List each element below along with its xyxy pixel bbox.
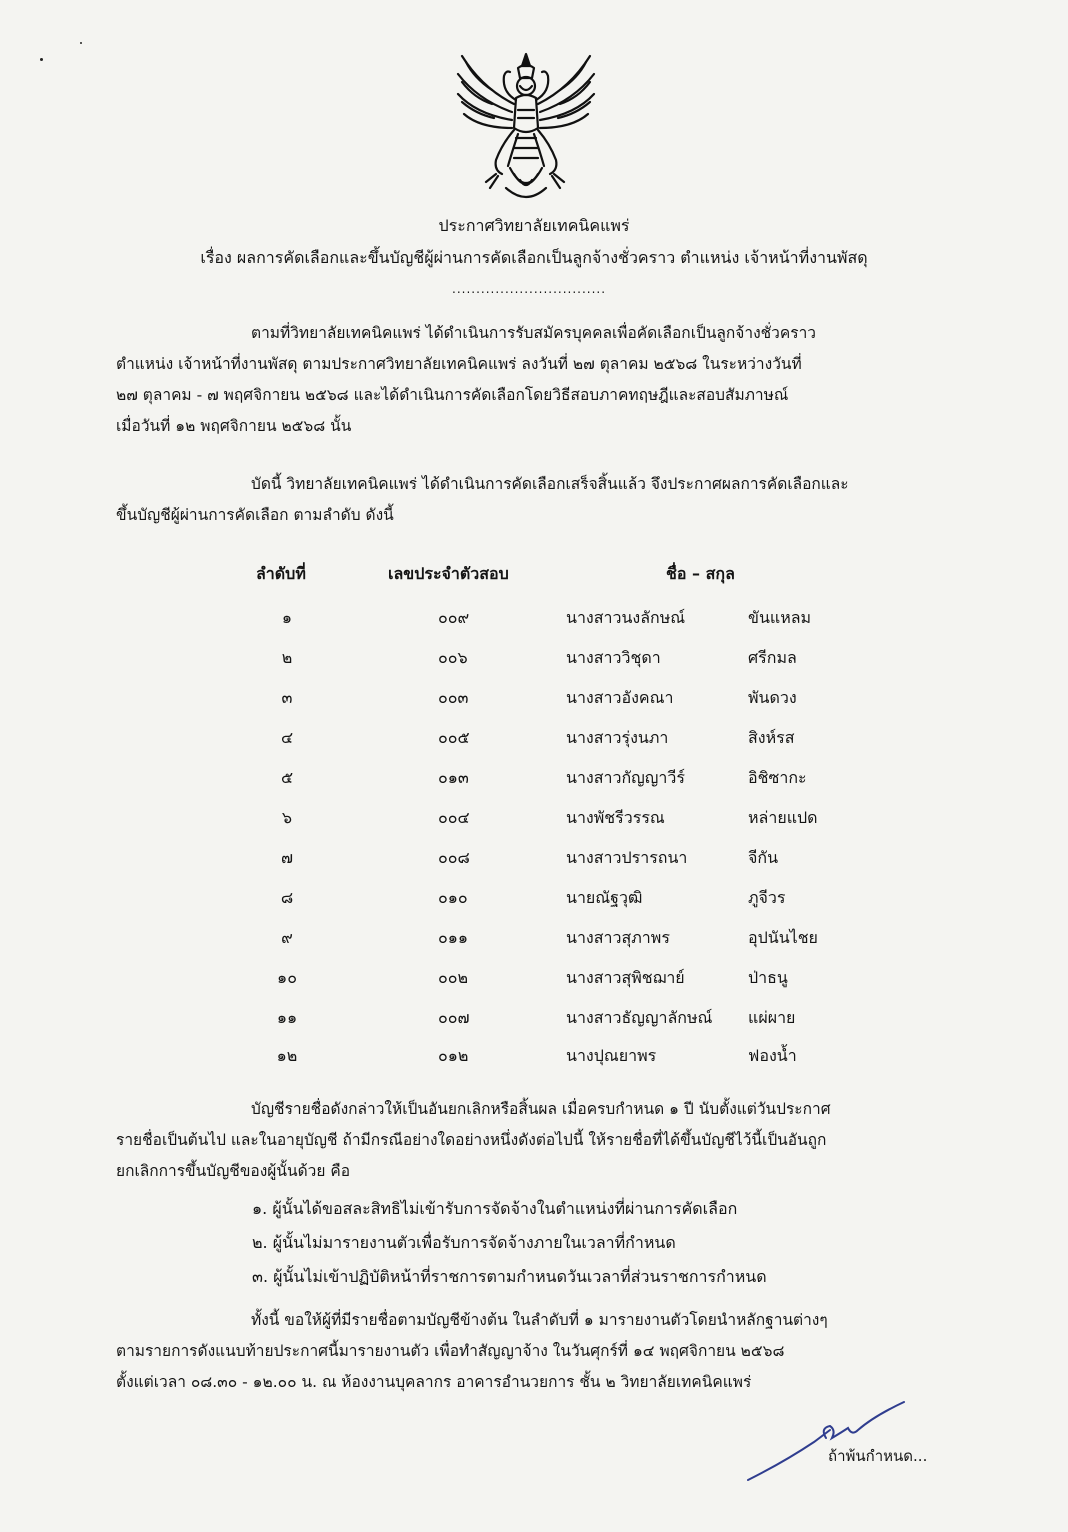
row-exam-id: ๐๐๓ bbox=[438, 688, 469, 707]
row-exam-id: ๐๐๙ bbox=[438, 608, 470, 627]
row-last-name: จีกัน bbox=[748, 848, 778, 867]
row-exam-id: ๐๑๒ bbox=[438, 1046, 469, 1065]
text-line: ขึ้นบัญชีผู้ผ่านการคัดเลือก ตามลำดับ ดังนี้ bbox=[116, 506, 394, 524]
list-item: ๒. ผู้นั้นไม่มารายงานตัวเพื่อรับการจัดจ้างภายในเวลาที่กำหนด bbox=[252, 1233, 676, 1252]
row-exam-id: ๐๐๔ bbox=[438, 808, 470, 827]
text-line: ตามรายการดังแนบท้ายประกาศนี้มารายงานตัว เพื่อทำสัญญาจ้าง ในวันศุกร์ที่ ๑๔ พฤศจิกายน ๒๕๖๘ bbox=[116, 1342, 785, 1360]
signature-mark bbox=[744, 1392, 914, 1492]
row-exam-id: ๐๐๖ bbox=[438, 648, 468, 667]
row-first-name: นางสาวสุภาพร bbox=[566, 928, 670, 947]
title-separator: ................................ bbox=[452, 282, 607, 296]
continuation-note: ถ้าพ้นกำหนด... bbox=[828, 1447, 928, 1465]
text-line: ยกเลิกการขึ้นบัญชีของผู้นั้นด้วย คือ bbox=[116, 1162, 351, 1180]
report-paragraph bbox=[116, 1305, 948, 1398]
row-order: ๙ bbox=[281, 928, 293, 947]
row-last-name: ขันแหลม bbox=[748, 608, 812, 627]
paper-speck bbox=[80, 42, 82, 44]
table-row bbox=[0, 686, 1068, 726]
text-line: บัญชีรายชื่อดังกล่าวให้เป็นอันยกเลิกหรือสิ้นผล เมื่อครบกำหนด ๑ ปี นับตั้งแต่วันประกาศ bbox=[251, 1100, 831, 1118]
text-line: รายชื่อเป็นต้นไป และในอายุบัญชี ถ้ามีกรณีอย่างใดอย่างหนึ่งดังต่อไปนี้ ให้รายชื่อที่ได้ขึ้นบัญชีไว้นี้เป็นอันถูก bbox=[116, 1131, 827, 1149]
row-order: ๑ bbox=[281, 608, 293, 627]
text-line: ๒๗ ตุลาคม - ๗ พฤศจิกายน ๒๕๖๘ และได้ดำเนินการคัดเลือกโดยวิธีสอบภาคทฤษฎีและสอบสัมภาษณ์ bbox=[116, 386, 789, 404]
paper-speck bbox=[40, 58, 43, 61]
row-order: ๘ bbox=[280, 888, 294, 907]
table-row bbox=[0, 1044, 1068, 1084]
row-last-name: อิชิซากะ bbox=[748, 768, 807, 787]
row-first-name: นายณัฐวุฒิ bbox=[566, 888, 643, 907]
text-line: ทั้งนี้ ขอให้ผู้ที่มีรายชื่อตามบัญชีข้างต้น ในลำดับที่ ๑ มารายงานตัวโดยนำหลักฐานต่างๆ bbox=[251, 1311, 828, 1329]
row-order: ๓ bbox=[281, 688, 293, 707]
row-order: ๒ bbox=[281, 648, 293, 667]
text-line: ตั้งแต่เวลา ๐๘.๓๐ - ๑๒.๐๐ น. ณ ห้องงานบุคลากร อาคารอำนวยการ ชั้น ๒ วิทยาลัยเทคนิคแพร่ bbox=[116, 1373, 752, 1391]
row-order: ๕ bbox=[280, 768, 294, 787]
row-order: ๑๒ bbox=[276, 1046, 298, 1065]
row-exam-id: ๐๑๑ bbox=[438, 928, 469, 947]
row-order: ๑๑ bbox=[276, 1008, 298, 1027]
row-exam-id: ๐๐๘ bbox=[438, 848, 470, 867]
text-line: บัดนี้ วิทยาลัยเทคนิคแพร่ ได้ดำเนินการคัดเลือกเสร็จสิ้นแล้ว จึงประกาศผลการคัดเลือกและ bbox=[251, 475, 849, 493]
row-first-name: นางสาวอังคณา bbox=[566, 688, 674, 707]
row-order: ๗ bbox=[280, 848, 294, 867]
row-exam-id: ๐๐๒ bbox=[438, 968, 469, 987]
table-row bbox=[0, 926, 1068, 966]
row-order: ๑๐ bbox=[277, 968, 297, 987]
row-last-name: ศรีกมล bbox=[748, 648, 797, 667]
row-last-name: แผ่ผาย bbox=[748, 1008, 796, 1027]
result-paragraph bbox=[116, 469, 948, 531]
row-last-name: พันดวง bbox=[748, 688, 797, 707]
announcement-title: ประกาศวิทยาลัยเทคนิคแพร่ bbox=[438, 216, 630, 235]
row-exam-id: ๐๐๕ bbox=[438, 728, 470, 747]
row-exam-id: ๐๐๗ bbox=[438, 1008, 470, 1027]
row-first-name: นางสาวรุ่งนภา bbox=[566, 728, 669, 747]
row-last-name: หล่ายแปด bbox=[748, 808, 818, 827]
column-header-exam-id: เลขประจำตัวสอบ bbox=[388, 564, 509, 583]
row-first-name: นางสาวนงลักษณ์ bbox=[566, 608, 686, 627]
row-order: ๔ bbox=[280, 728, 294, 747]
announcement-subject: เรื่อง ผลการคัดเลือกและขึ้นบัญชีผู้ผ่านการคัดเลือกเป็นลูกจ้างชั่วคราว ตำแหน่ง เจ้าหน้าที่งานพัสดุ bbox=[200, 248, 868, 267]
table-row bbox=[0, 806, 1068, 846]
row-last-name: ภูจีวร bbox=[748, 888, 786, 907]
table-row bbox=[0, 1006, 1068, 1046]
row-order: ๖ bbox=[281, 808, 293, 827]
row-first-name: นางสาวกัญญาวีร์ bbox=[566, 768, 685, 787]
column-header-name: ชื่อ – สกุล bbox=[666, 564, 735, 583]
table-row bbox=[0, 846, 1068, 886]
table-row bbox=[0, 966, 1068, 1006]
intro-paragraph bbox=[116, 318, 948, 442]
row-exam-id: ๐๑๓ bbox=[438, 768, 469, 787]
row-first-name: นางพัชรีวรรณ bbox=[566, 808, 665, 827]
row-last-name: ป่าธนู bbox=[748, 968, 788, 987]
row-first-name: นางสาวสุพิชฌาย์ bbox=[566, 968, 685, 987]
row-first-name: นางสาวธัญญาลักษณ์ bbox=[566, 1008, 713, 1027]
table-row bbox=[0, 726, 1068, 766]
table-row bbox=[0, 646, 1068, 686]
row-last-name: อุปนันไชย bbox=[748, 928, 818, 947]
row-first-name: นางสาวปรารถนา bbox=[566, 848, 688, 867]
text-line: เมื่อวันที่ ๑๒ พฤศจิกายน ๒๕๖๘ นั้น bbox=[116, 417, 352, 435]
garuda-emblem-icon bbox=[452, 48, 600, 208]
validity-paragraph bbox=[116, 1094, 948, 1187]
row-last-name: สิงห์รส bbox=[748, 728, 795, 747]
row-exam-id: ๐๑๐ bbox=[438, 888, 468, 907]
column-header-order: ลำดับที่ bbox=[256, 564, 306, 583]
table-row bbox=[0, 766, 1068, 806]
row-first-name: นางปุณยาพร bbox=[566, 1046, 657, 1065]
text-line: ตามที่วิทยาลัยเทคนิคแพร่ ได้ดำเนินการรับสมัครบุคคลเพื่อคัดเลือกเป็นลูกจ้างชั่วคราว bbox=[251, 324, 816, 342]
text-line: ตำแหน่ง เจ้าหน้าที่งานพัสดุ ตามประกาศวิทยาลัยเทคนิคแพร่ ลงวันที่ ๒๗ ตุลาคม ๒๕๖๘ ในระหว่างวันที่ bbox=[116, 355, 802, 373]
list-item: ๑. ผู้นั้นได้ขอสละสิทธิไม่เข้ารับการจัดจ้างในตำแหน่งที่ผ่านการคัดเลือก bbox=[252, 1199, 738, 1218]
list-item: ๓. ผู้นั้นไม่เข้าปฏิบัติหน้าที่ราชการตามกำหนดวันเวลาที่ส่วนราชการกำหนด bbox=[252, 1267, 767, 1286]
row-last-name: ฟองน้ำ bbox=[748, 1046, 797, 1065]
table-row bbox=[0, 606, 1068, 646]
row-first-name: นางสาววิชุดา bbox=[566, 648, 661, 667]
table-row bbox=[0, 886, 1068, 926]
cancellation-conditions-list bbox=[252, 1192, 767, 1294]
